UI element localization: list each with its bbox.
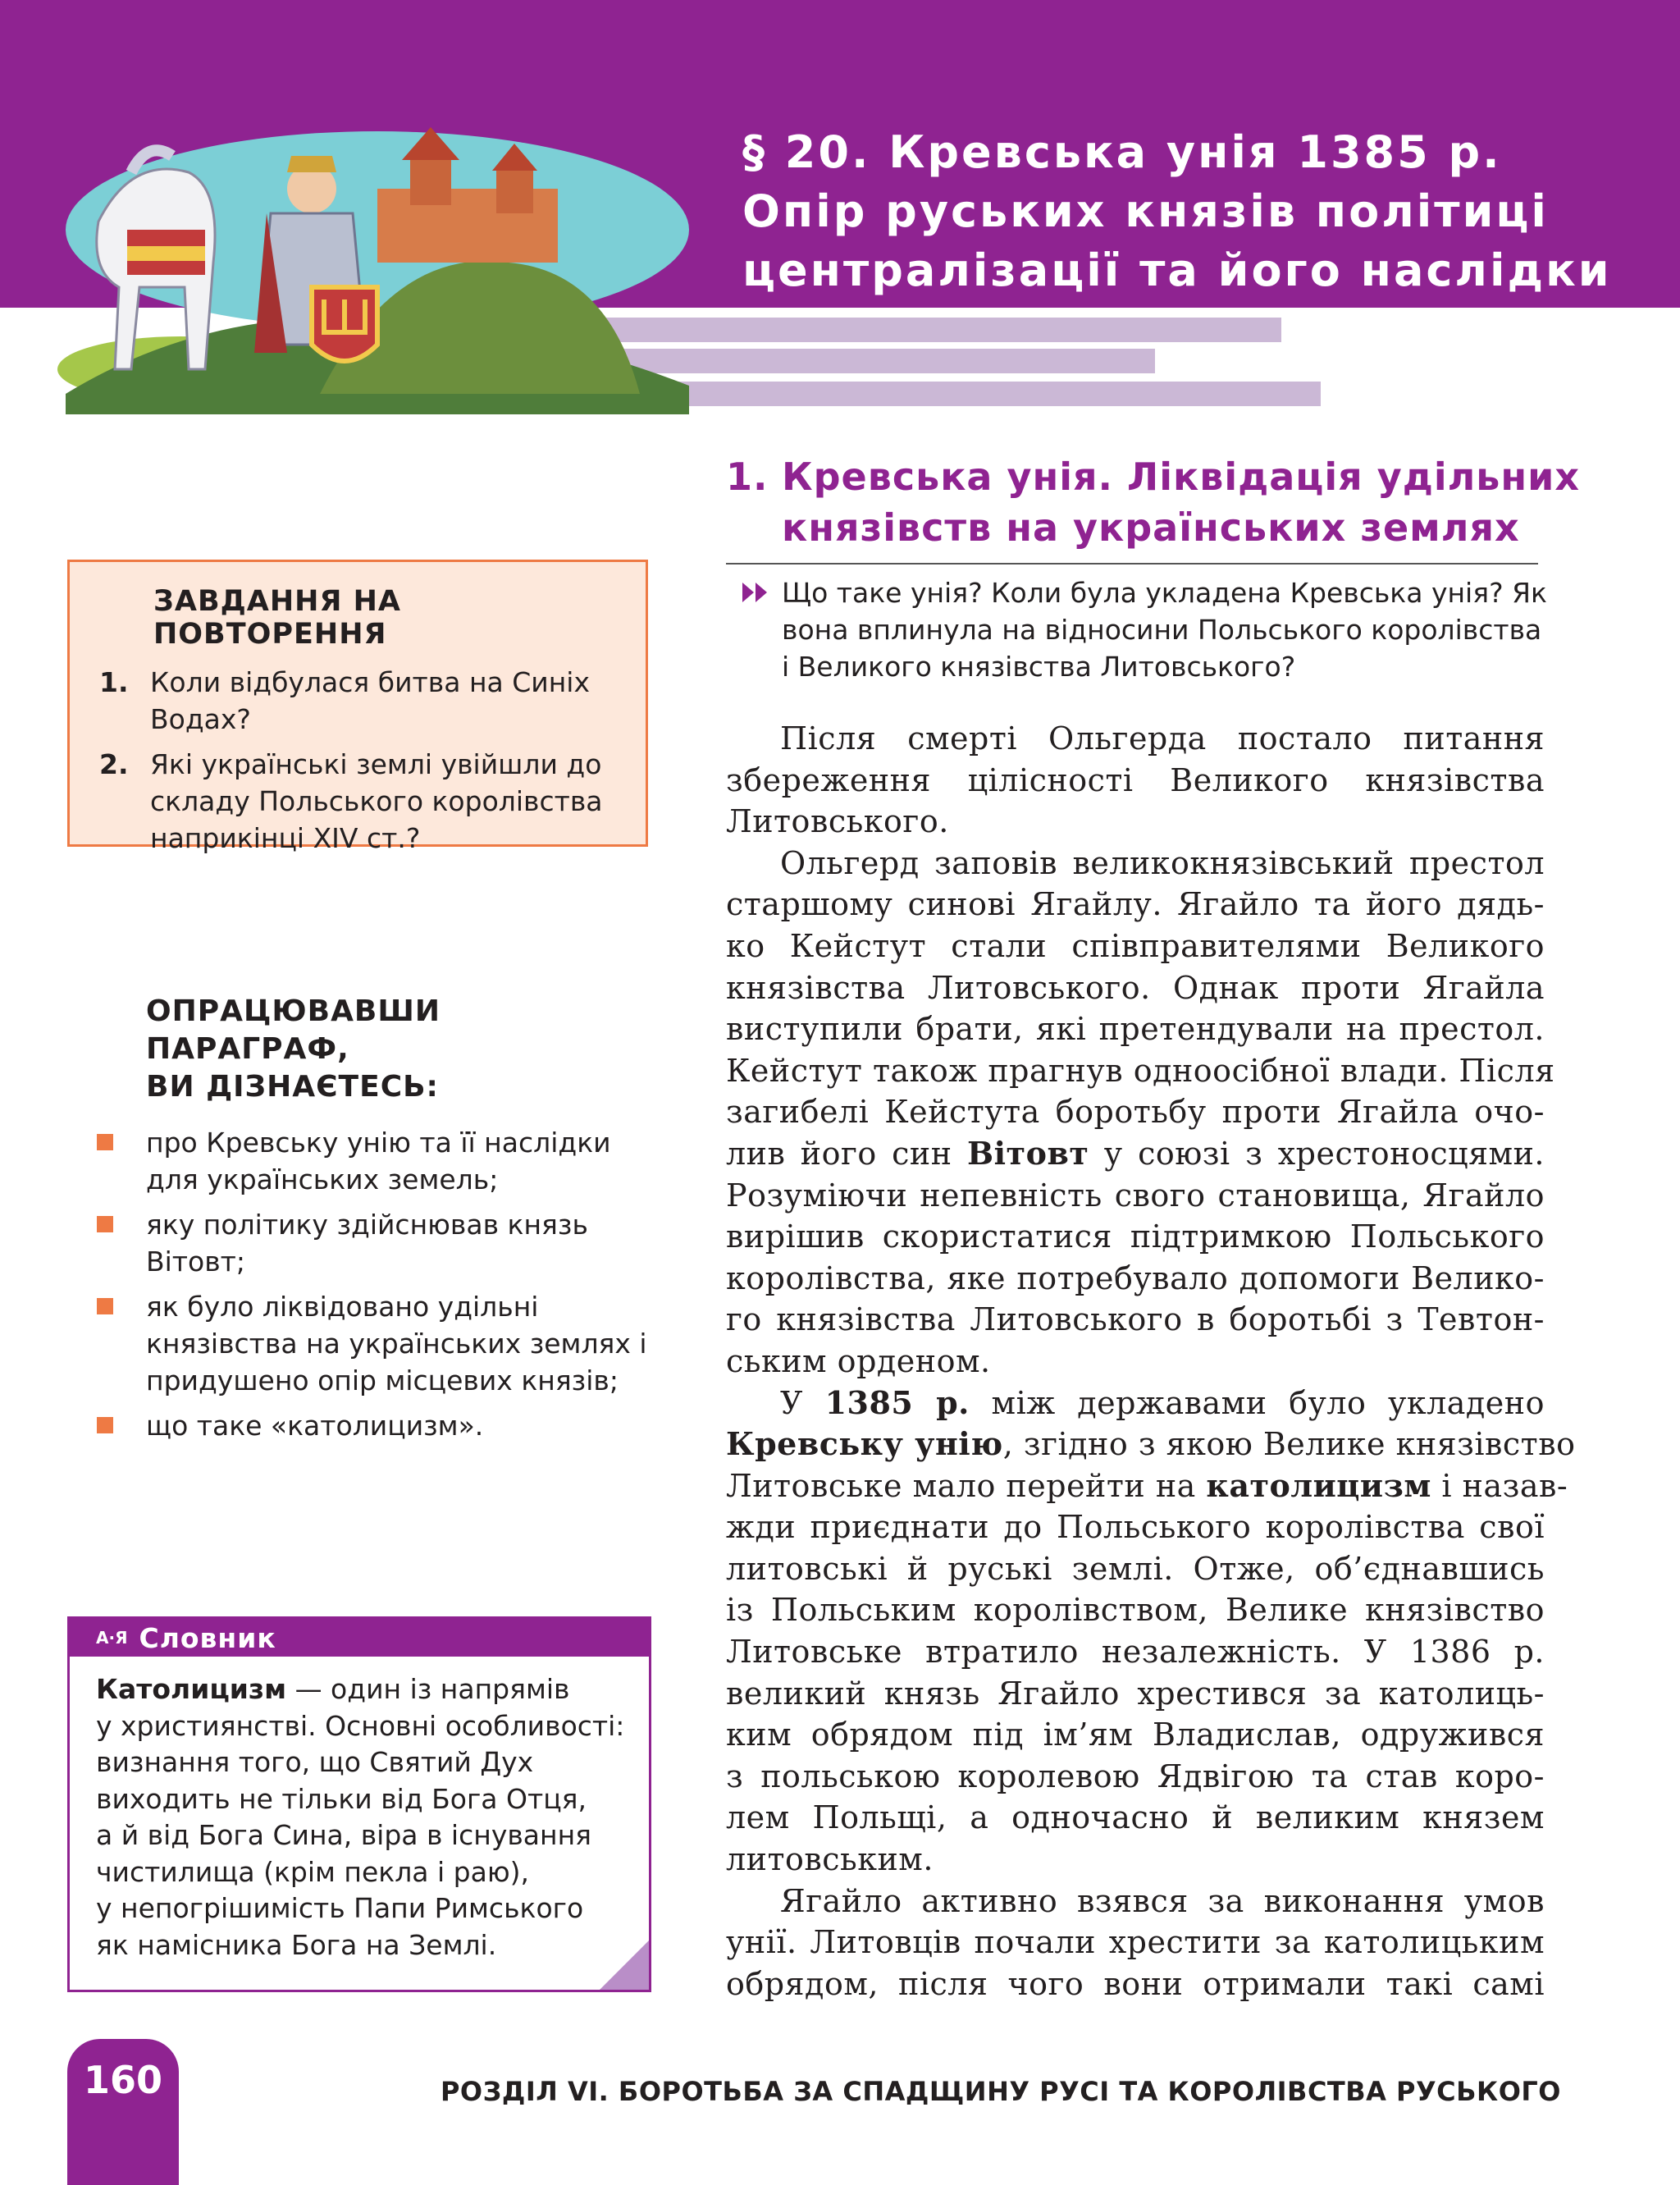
learning-goal-text: про Кревську унію та її наслідки для українських земель; (146, 1127, 611, 1195)
text-line: князівства Литовського. Однак проти Ягайла (726, 969, 1545, 1006)
review-item (99, 746, 618, 857)
text-line: литовські й руські землі. Отже, об’єднавшись (726, 1550, 1545, 1587)
title-line: централізації та його наслідки (742, 245, 1612, 296)
text-line (726, 1465, 1568, 1507)
text-line: Розуміючи непевність свого становища, Ягайло (726, 1177, 1545, 1214)
text-line: литовським. (726, 1841, 934, 1878)
page-number: 160 (67, 2039, 179, 2185)
text-line: із Польським королівством, Велике князівство (726, 1592, 1545, 1629)
text-line: Ягайло активно взявся за виконання умов (780, 1882, 1545, 1919)
text-segment: Литовське мало перейти на (726, 1467, 1207, 1504)
learning-goal-text: що таке «католицизм». (146, 1410, 484, 1442)
text-line: жди приєднати до Польського королівства свої (726, 1509, 1545, 1546)
bold-term: 1385 р. (824, 1383, 970, 1421)
title-line: Опір руських князів політиці (742, 185, 1549, 237)
glossary-line: чистилища (крім пекла і раю), (96, 1855, 529, 1888)
square-bullet-icon (97, 1134, 113, 1150)
glossary-line: як намісника Бога на Землі. (96, 1928, 497, 1961)
paragraph-title (742, 123, 1645, 300)
text-line: ким обрядом під ім’ям Владислав, одружився (726, 1716, 1545, 1753)
review-item-text: Які українські землі увійшли до складу Польського королівства наприкінці XIV ст.? (150, 748, 603, 854)
chapter-footer: РОЗДІЛ VI. БОРОТЬБА ЗА СПАДЩИНУ РУСІ ТА КОРОЛІВСТВА РУСЬКОГО (440, 2076, 1561, 2107)
text-line (726, 1383, 1545, 1424)
glossary-header (70, 1619, 649, 1657)
text-segment: лив його син (726, 1135, 967, 1172)
text-line: великий князь Ягайло хрестився за католиць- (726, 1675, 1545, 1712)
text-line: обрядом, після чого вони отримали такі самі (726, 1965, 1545, 2002)
text-line: Після смерті Ольгерда постало питання (780, 720, 1545, 757)
dictionary-icon: А·Я (96, 1628, 128, 1648)
learning-goal-item (146, 1407, 655, 1444)
review-item-text: Коли відбулася битва на Синіх Водах? (150, 666, 590, 735)
review-heading: ЗАВДАННЯ НА ПОВТОРЕННЯ (153, 585, 401, 651)
text-line: Кейстут також прагнув одноосібної влади. Після (726, 1052, 1555, 1089)
glossary-line (96, 1671, 624, 1708)
square-bullet-icon (97, 1216, 113, 1232)
glossary-line: виходить не тільки від Бога Отця, (96, 1782, 587, 1815)
bold-term: католицизм (1206, 1466, 1431, 1504)
text-line (726, 1424, 1576, 1465)
text-line: з польською королевою Ядвігою та став коро- (726, 1758, 1545, 1794)
learning-goal-text: як було ліквідовано удільні князівства на українських землях і придушено опір місцевих князів; (146, 1291, 647, 1396)
learning-goals-list (146, 1124, 655, 1444)
text-line: ко Кейстут стали співправителями Великого (726, 927, 1545, 964)
text-line: Литовське втратило незалежність. У 1386 р. (726, 1634, 1545, 1671)
heading-line: ОПРАЦЮВАВШИ ПАРАГРАФ, (146, 994, 441, 1066)
text-line: загибелі Кейстута боротьбу проти Ягайла очо- (726, 1094, 1545, 1131)
heading-line: ВИ ДІЗНАЄТЕСЬ: (146, 1070, 439, 1104)
learning-goal-item (146, 1288, 655, 1399)
review-item-number: 2. (99, 748, 129, 780)
text-segment: у союзі з хрестоносцями. (1089, 1135, 1545, 1172)
text-line: вирішив скористатися підтримкою Польського (726, 1218, 1545, 1255)
glossary-line: визнання того, що Святий Дух (96, 1746, 534, 1778)
text-segment: між державами було укладено (969, 1384, 1545, 1421)
section-title-text: князівств на українських землях (782, 505, 1520, 550)
knight-horse-castle-illustration (49, 123, 697, 414)
text-segment: У (780, 1384, 825, 1421)
section-title-line (726, 502, 1580, 553)
main-text (726, 718, 1576, 2004)
review-list (99, 664, 618, 857)
learning-goals (146, 993, 655, 1452)
review-item-number: 1. (99, 666, 129, 698)
text-line: Литовського. (726, 803, 949, 840)
text-line: го князівства Литовського в боротьбі з Тевтон- (726, 1301, 1545, 1338)
section-indent (726, 502, 782, 553)
text-line: збереження цілісності Великого князівства (726, 761, 1545, 798)
section-title-line (726, 451, 1580, 502)
question-line: вона вплинула на відносини Польського королівства (782, 614, 1542, 646)
question-line: і Великого князівства Литовського? (782, 651, 1296, 683)
text-line: виступили брати, які претендували на престол. (726, 1011, 1545, 1048)
glossary-line: у непогрішимість Папи Римського (96, 1892, 584, 1924)
square-bullet-icon (97, 1298, 113, 1314)
section-number: 1. (726, 455, 769, 499)
learning-goal-item (146, 1124, 655, 1198)
glossary-line: у християнстві. Основні особливості: (96, 1709, 625, 1742)
question-line: Що таке унія? Коли була укладена Кревська унія? Як (782, 577, 1547, 609)
text-segment: , згідно з якою Велике князівство (1002, 1426, 1576, 1463)
title-line: § 20. Кревська унія 1385 р. (742, 126, 1502, 178)
text-line (726, 1133, 1545, 1175)
square-bullet-icon (97, 1417, 113, 1433)
text-line: королівства, яке потребувало допомоги Велико- (726, 1259, 1545, 1296)
double-arrow-icon (742, 581, 770, 604)
text-line: ським орденом. (726, 1342, 991, 1379)
section-title (726, 451, 1580, 553)
text-line: Ольгерд заповів великокнязівський престол (780, 844, 1545, 881)
section-title-text: Кревська унія. Ліквідація удільних (782, 455, 1581, 499)
learning-goal-item (146, 1206, 655, 1280)
bold-term: Вітовт (967, 1134, 1089, 1172)
review-tasks-box (67, 560, 648, 854)
glossary-box (67, 1616, 651, 1992)
text-line: унії. Литовців почали хрестити за католицьким (726, 1924, 1545, 1961)
glossary-term: Католицизм (96, 1673, 287, 1705)
text-line: лем Польщі, а одночасно й великим князем (726, 1799, 1545, 1836)
glossary-line: а й від Бога Сина, віра в існування (96, 1819, 592, 1851)
page-corner-icon (600, 1940, 649, 1990)
bold-term: Кревську унію (726, 1425, 1003, 1463)
text-line: старшому синові Ягайлу. Ягайло та його дядь- (726, 886, 1545, 923)
learning-goal-text: яку політику здійснював князь Вітовт; (146, 1209, 588, 1278)
review-item (99, 664, 618, 738)
text-segment: і назав- (1431, 1467, 1568, 1504)
glossary-text: — один із напрямів (286, 1673, 570, 1705)
glossary-definition (70, 1657, 649, 1963)
glossary-title: Словник (139, 1621, 276, 1654)
guiding-question (742, 574, 1547, 685)
learning-goals-heading (146, 993, 655, 1106)
section-divider (726, 563, 1538, 565)
